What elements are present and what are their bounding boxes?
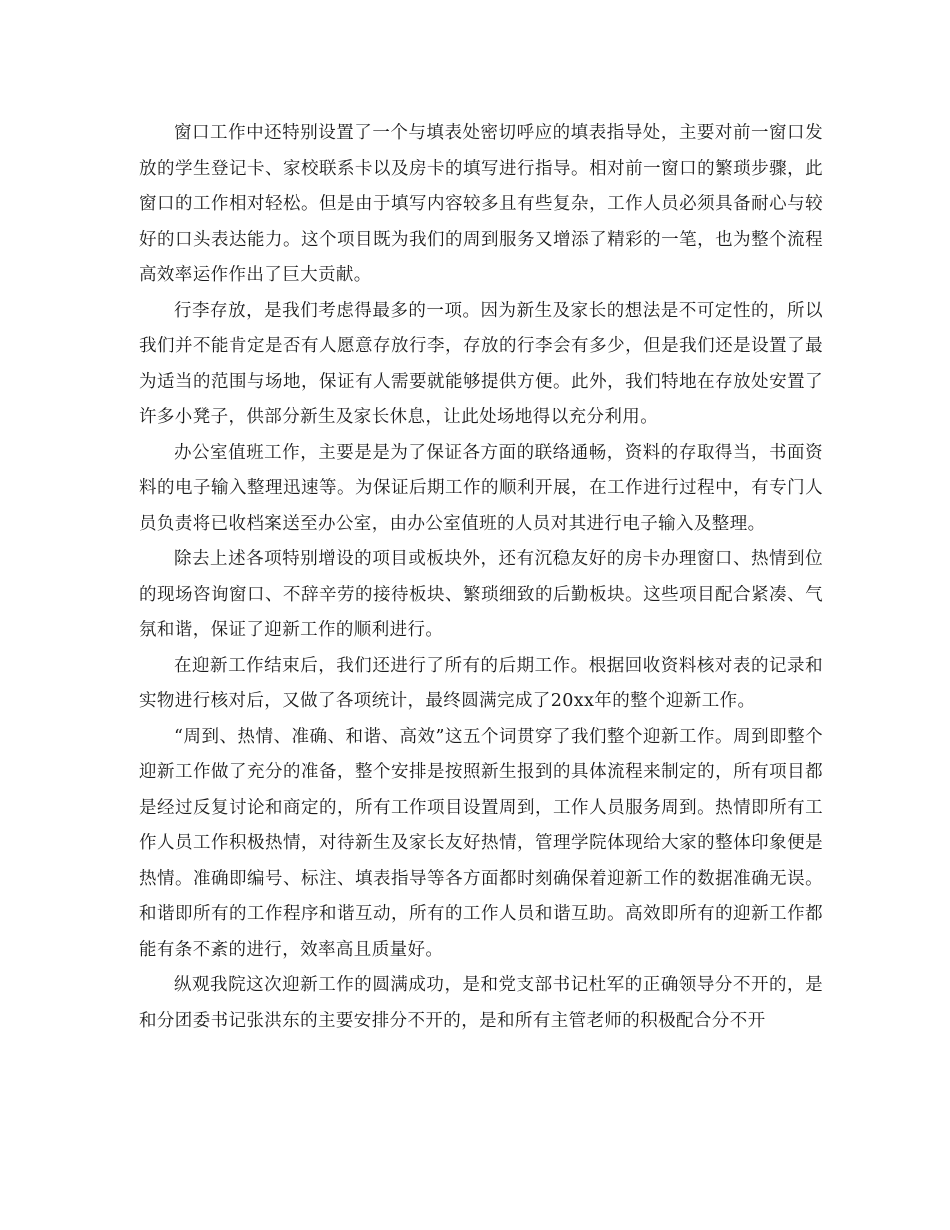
paragraph-window-guidance: 窗口工作中还特别设置了一个与填表处密切呼应的填表指导处，主要对前一窗口发放的学生登记卡、家校联系卡以及房卡的填写进行指导。相对前一窗口的繁琐步骤，此窗口的工作相对轻松。但是由于填写内容较多且有些复杂，工作人员必须具备耐心与较好的口头表达能力。这个项目既为我们的周到服务又增添了精彩的一笔，也为整个流程高效率运作作出了巨大贡献。 — [139, 123, 823, 285]
paragraph-five-keywords: “周到、热情、准确、和谐、高效”这五个词贯穿了我们整个迎新工作。周到即整个迎新工作做了充分的准备，整个安排是按照新生报到的具体流程来制定的，所有项目都是经过反复讨论和商定的，所有工作项目设置周到，工作人员服务周到。热情即所有工作人员工作积极热情，对待新生及家长友好热情，管理学院体现给大家的整体印象便是热情。准确即编号、标注、填表指导等各方面都时刻确保着迎新工作的数据准确无误。和谐即所有的工作程序和谐互动，所有的工作人员和谐互助。高效即所有的迎新工作都能有条不紊的进行，效率高且质量好。 — [139, 726, 823, 960]
paragraph-post-work: 在迎新工作结束后，我们还进行了所有的后期工作。根据回收资料核对表的记录和实物进行核对后，又做了各项统计，最终圆满完成了20xx年的整个迎新工作。 — [139, 655, 823, 711]
paragraph-conclusion: 纵观我院这次迎新工作的圆满成功，是和党支部书记杜军的正确领导分不开的，是和分团委书记张洪东的主要安排分不开的，是和所有主管老师的积极配合分不开 — [139, 975, 823, 1031]
document-body — [139, 116, 823, 1039]
paragraph-luggage-storage: 行李存放，是我们考虑得最多的一项。因为新生及家长的想法是不可定性的，所以我们并不能肯定是否有人愿意存放行李，存放的行李会有多少，但是我们还是设置了最为适当的范围与场地，保证有人需要就能够提供方便。此外，我们特地在存放处安置了许多小凳子，供部分新生及家长休息，让此处场地得以充分利用。 — [139, 300, 823, 427]
paragraph-other-sections: 除去上述各项特别增设的项目或板块外，还有沉稳友好的房卡办理窗口、热情到位的现场咨询窗口、不辞辛劳的接待板块、繁琐细致的后勤板块。这些项目配合紧凑、气氛和谐，保证了迎新工作的顺利进行。 — [139, 549, 823, 640]
paragraph-office-duty: 办公室值班工作，主要是是为了保证各方面的联络通畅，资料的存取得当，书面资料的电子输入整理迅速等。为保证后期工作的顺利开展，在工作进行过程中，有专门人员负责将已收档案送至办公室，由办公室值班的人员对其进行电子输入及整理。 — [139, 442, 823, 534]
